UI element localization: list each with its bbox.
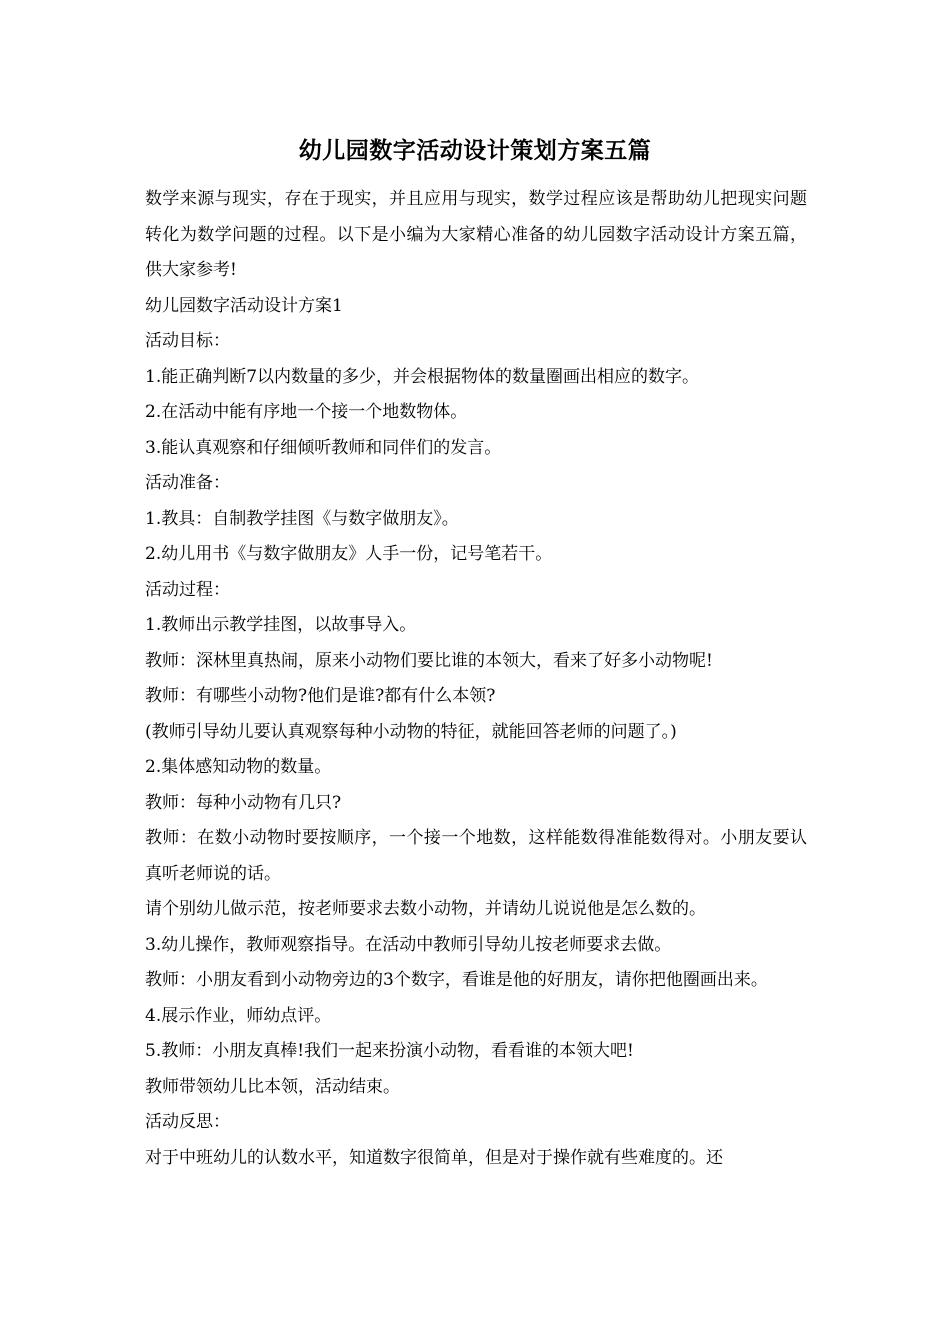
preparation-item: 2.幼儿用书《与数字做朋友》人手一份，记号笔若干。 — [145, 544, 553, 564]
process-note: 请个别幼儿做示范，按老师要求去数小动物，并请幼儿说说他是怎么数的。 — [145, 899, 706, 919]
reflection-paragraph: 对于中班幼儿的认数水平，知道数字很简单，但是对于操作就有些难度的。还 — [145, 1147, 723, 1168]
document-body — [145, 182, 807, 1176]
teacher-line: 教师：有哪些小动物?他们是谁?都有什么本领? — [145, 686, 496, 706]
goal-item: 3.能认真观察和仔细倾听教师和同伴们的发言。 — [145, 437, 502, 458]
document-title: 幼儿园数字活动设计策划方案五篇 — [298, 137, 652, 164]
intro-paragraph: 数学来源与现实，存在于现实，并且应用与现实，数学过程应该是帮助幼儿把现实问题转化为数学问题的过程。以下是小编为大家精心准备的幼儿园数字活动设计方案五篇，供大家参考! — [145, 189, 807, 280]
section-heading: 幼儿园数字活动设计方案1 — [145, 295, 343, 316]
process-step: 4.展示作业，师幼点评。 — [145, 1005, 332, 1026]
teacher-line: 教师：小朋友看到小动物旁边的3个数字，看谁是他的好朋友，请你把他圈画出来。 — [145, 970, 768, 990]
reflection-heading: 活动反思： — [145, 1112, 230, 1132]
process-note: 教师带领幼儿比本领，活动结束。 — [145, 1076, 400, 1097]
goal-item: 2.在活动中能有序地一个接一个地数物体。 — [145, 402, 468, 422]
process-step: 3.幼儿操作，教师观察指导。在活动中教师引导幼儿按老师要求去做。 — [145, 934, 672, 955]
teacher-line: 教师：在数小动物时要按顺序，一个接一个地数，这样能数得准能数得对。小朋友要认真听老师说的话。 — [145, 828, 807, 884]
goal-item: 1.能正确判断7以内数量的多少，并会根据物体的数量圈画出相应的数字。 — [145, 366, 700, 387]
preparation-heading: 活动准备： — [145, 473, 230, 493]
preparation-item: 1.教具：自制教学挂图《与数字做朋友》。 — [145, 508, 459, 529]
process-step: 5.教师：小朋友真棒!我们一起来扮演小动物，看看谁的本领大吧! — [145, 1041, 634, 1061]
process-step: 1.教师出示教学挂图，以故事导入。 — [145, 615, 417, 635]
process-note: (教师引导幼儿要认真观察每种小动物的特征，就能回答老师的问题了。) — [145, 721, 677, 742]
teacher-line: 教师：深林里真热闹，原来小动物们要比谁的本领大，看来了好多小动物呢! — [145, 650, 713, 671]
process-heading: 活动过程： — [145, 579, 230, 600]
teacher-line: 教师：每种小动物有几只? — [145, 792, 342, 813]
goals-heading: 活动目标： — [145, 331, 230, 351]
process-step: 2.集体感知动物的数量。 — [145, 757, 332, 777]
